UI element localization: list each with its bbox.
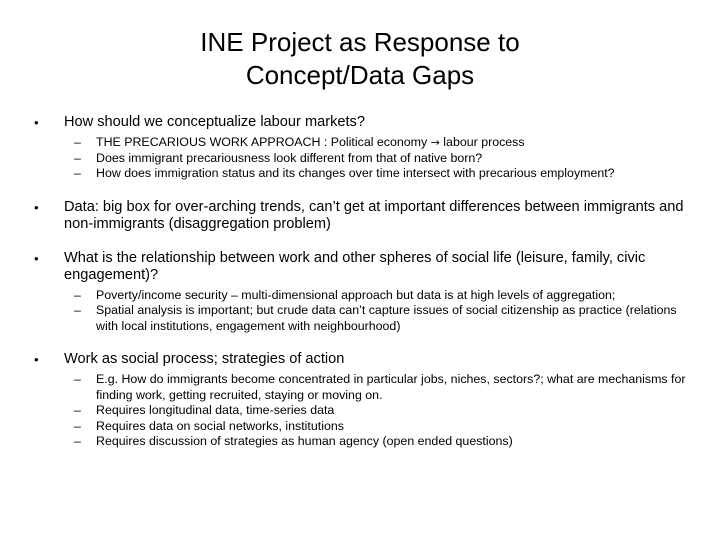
sub-bullet-dash: – <box>74 150 81 165</box>
bullet-dot-icon: • <box>34 199 39 215</box>
sub-bullet-text: Requires data on social networks, institutions <box>96 418 344 433</box>
bullet-dot-icon: • <box>34 250 39 266</box>
sub-bullet-text: Poverty/income security – multi-dimensional approach but data is at high levels of aggregation; <box>96 287 616 302</box>
sub-bullet-dash: – <box>74 303 81 317</box>
sub-bullet-item <box>64 166 698 182</box>
sub-bullet-item <box>64 303 698 334</box>
sub-bullet-text: Requires longitudinal data, time-series data <box>96 403 335 417</box>
bullet-item <box>28 250 698 335</box>
sub-bullet-text: E.g. How do immigrants become concentrated in particular jobs, niches, sectors?; what are mechanisms for finding work, getting recruited, staying or moving on. <box>96 372 686 402</box>
bullet-dot-icon: • <box>34 115 39 130</box>
sub-bullet-text: Requires discussion of strategies as human agency (open ended questions) <box>96 434 513 448</box>
sub-bullet-text: Spatial analysis is important; but crude data can’t capture issues of social citizenship as practice (relations with local institutions, engagement with neighbourhood) <box>96 303 677 333</box>
sub-bullet-text: Does immigrant precariousness look different from that of native born? <box>96 150 483 165</box>
sub-bullet-text-continued: labour process <box>439 135 525 149</box>
sub-bullet-list <box>64 135 698 182</box>
slide-title-line-2: Concept/Data Gaps <box>245 60 475 90</box>
sub-bullet-dash: – <box>74 372 81 386</box>
arrow-right-icon: → <box>430 136 440 149</box>
slide-content <box>28 114 698 450</box>
sub-bullet-item <box>64 151 698 167</box>
sub-bullet-item <box>64 419 698 435</box>
sub-bullet-item <box>64 372 698 403</box>
bullet-item <box>28 114 698 182</box>
bullet-text: What is the relationship between work and other spheres of social life (leisure, family, civic engagement)? <box>64 249 646 283</box>
bullet-text: How should we conceptualize labour markets? <box>64 114 365 130</box>
sub-bullet-dash: – <box>74 166 81 180</box>
sub-bullet-text: THE PRECARIOUS WORK APPROACH : Political economy <box>96 135 431 149</box>
sub-bullet-dash: – <box>74 287 81 302</box>
bullet-text: Data: big box for over-arching trends, can’t get at important differences between immigrants and non-immigrants (disaggregation problem) <box>64 198 684 232</box>
sub-bullet-dash: – <box>74 418 81 433</box>
bullet-item <box>28 199 698 233</box>
sub-bullet-item <box>64 135 698 151</box>
bullet-text: Work as social process; strategies of action <box>64 351 345 367</box>
sub-bullet-list <box>64 288 698 335</box>
sub-bullet-item <box>64 403 698 419</box>
sub-bullet-item <box>64 434 698 450</box>
bullet-item <box>28 351 698 450</box>
slide-title-line-1: INE Project as Response to <box>200 27 520 57</box>
sub-bullet-text: How does immigration status and its changes over time intersect with precarious employment? <box>96 166 615 180</box>
sub-bullet-dash: – <box>74 135 81 149</box>
bullet-dot-icon: • <box>34 352 39 367</box>
sub-bullet-dash: – <box>74 403 81 417</box>
slide-title <box>0 26 720 92</box>
sub-bullet-item <box>64 288 698 304</box>
sub-bullet-dash: – <box>74 434 81 448</box>
sub-bullet-list <box>64 372 698 450</box>
